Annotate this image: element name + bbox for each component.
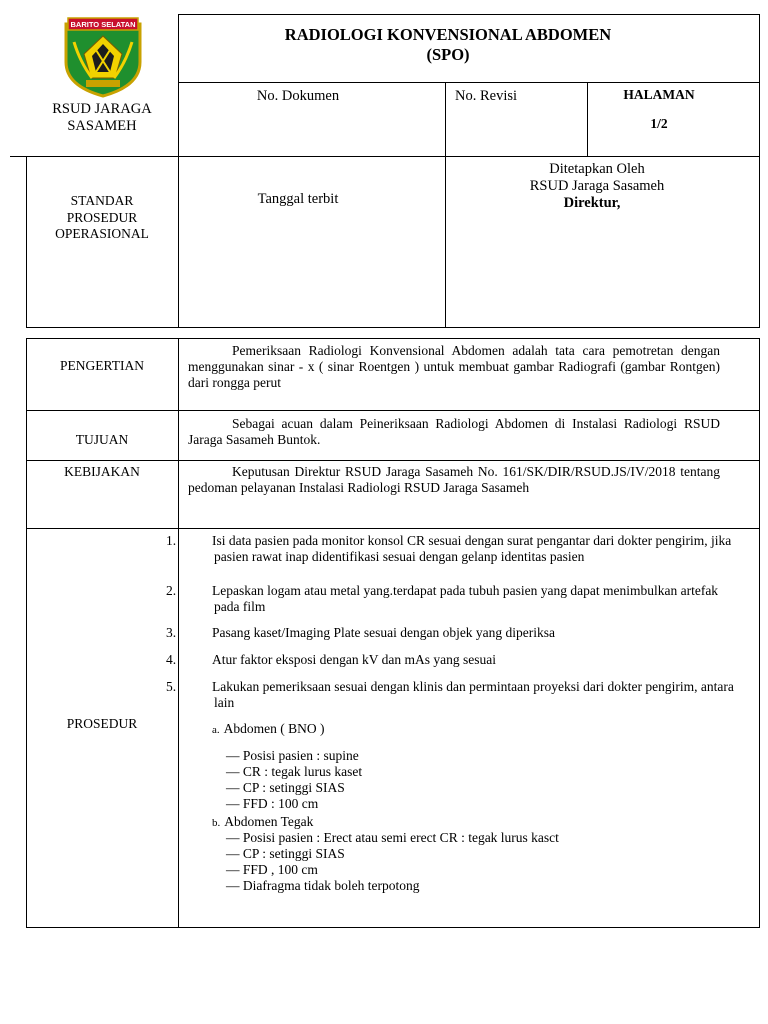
prosedur-item-4 xyxy=(166,652,746,668)
prosedur-item-5 xyxy=(166,679,746,711)
prosedur-item-1-text: Isi data pasien pada monitor konsol CR sesuai dengan surat pengantar dari dokter pengirim, jika pasien rawat inap didentifikasi sesuai dengan gelanp identitas pasien xyxy=(212,533,732,564)
logo-text: BARITO SELATAN xyxy=(70,20,136,29)
kebijakan-label: KEBIJAKAN xyxy=(64,464,140,479)
prosedur-item-3 xyxy=(166,625,746,641)
prosedur-item-1 xyxy=(166,533,746,565)
sub-a-item-4: — FFD : 100 cm xyxy=(226,796,319,811)
spo-line3: OPERASIONAL xyxy=(55,226,149,241)
sub-a-item-3: — CP : setinggi SIAS xyxy=(226,780,345,795)
prosedur-label: PROSEDUR xyxy=(66,716,138,731)
spo-line1: STANDAR xyxy=(70,193,134,208)
sub-b xyxy=(212,814,313,831)
sub-b-title: Abdomen Tegak xyxy=(224,814,314,829)
sub-a-item-2: — CR : tegak lurus kaset xyxy=(226,764,363,779)
sub-b-item-3: — FFD , 100 cm xyxy=(226,862,318,877)
pengertian-text: Pemeriksaan Radiologi Konvensional Abdomen adalah tata cara pemotretan dengan menggunakan sinar - x ( sinar Roentgen ) untuk membuat gambar Radiografi (gambar Rontgen) dari rongga perut xyxy=(188,343,720,390)
halaman-label: HALAMAN xyxy=(623,87,695,102)
header-row2-divider xyxy=(10,156,760,157)
sub-a-title: Abdomen ( BNO ) xyxy=(223,721,325,736)
sub-b-item-1: — Posisi pasien : Erect atau semi erect CR : tegak lurus kasct xyxy=(226,830,559,845)
sub-a xyxy=(212,721,325,738)
halaman-value: 1/2 xyxy=(650,116,668,131)
ditetapkan-block xyxy=(447,161,747,212)
no-revisi-label: No. Revisi xyxy=(455,88,518,104)
sub-a-item-1: — Posisi pasien : supine xyxy=(226,748,359,763)
kebijakan-text: Keputusan Direktur RSUD Jaraga Sasameh No. 161/SK/DIR/RSUD.JS/IV/2018 tentang pedoman pelayanan Instalasi Radiologi RSUD Jaraga Sasameh xyxy=(188,464,720,495)
prosedur-item-3-text: Pasang kaset/Imaging Plate sesuai dengan objek yang diperiksa xyxy=(212,625,556,640)
title-line2: (SPO) xyxy=(426,45,470,64)
ditetapkan-line3: Direktur, xyxy=(563,195,621,211)
header-left-border xyxy=(26,156,27,328)
table2-top-border xyxy=(26,338,760,339)
hospital-name-line1: RSUD JARAGA xyxy=(52,101,152,117)
prosedur-item-4-num: 4. xyxy=(166,652,177,667)
header-row1-divider xyxy=(178,82,760,83)
table2-left-border xyxy=(26,338,27,928)
prosedur-item-3-num: 3. xyxy=(166,625,177,640)
prosedur-item-5-num: 5. xyxy=(166,679,177,694)
sub-b-item-4: — Diafragma tidak boleh terpotong xyxy=(226,878,420,893)
hospital-name-line2: SASAMEH xyxy=(67,118,137,134)
spo-line2: PROSEDUR xyxy=(66,209,138,225)
header-right-border xyxy=(759,14,760,328)
row-divider-1 xyxy=(26,410,760,411)
tujuan-label: TUJUAN xyxy=(75,432,129,447)
prosedur-item-2-num: 2. xyxy=(166,583,177,598)
table2-col-divider xyxy=(178,338,179,928)
title-line1: RADIOLOGI KONVENSIONAL ABDOMEN xyxy=(284,25,612,44)
prosedur-item-2 xyxy=(166,583,746,615)
prosedur-item-5-text: Lakukan pemeriksaan sesuai dengan klinis dan permintaan proyeksi dari dokter pengirim, antara lain xyxy=(212,679,734,710)
row-divider-2 xyxy=(26,460,760,461)
no-dokumen-label: No. Dokumen xyxy=(256,88,340,104)
prosedur-item-4-text: Atur faktor eksposi dengan kV dan mAs yang sesuai xyxy=(212,652,496,667)
ditetapkan-line1: Ditetapkan Oleh xyxy=(549,161,645,177)
pengertian-label: PENGERTIAN xyxy=(60,358,144,373)
sub-b-item-2: — CP : setinggi SIAS xyxy=(226,846,345,861)
document-title xyxy=(180,25,716,65)
header-top-border xyxy=(178,14,760,15)
tanggal-terbit-label: Tanggal terbit xyxy=(257,191,339,207)
hospital-logo xyxy=(60,16,146,98)
header-col3-divider xyxy=(587,82,588,157)
prosedur-item-2-text: Lepaskan logam atau metal yang.terdapat pada tubuh pasien yang dapat menimbulkan artefak pada film xyxy=(212,583,719,614)
row-divider-3 xyxy=(26,528,760,529)
hospital-name xyxy=(28,101,176,135)
ditetapkan-line2: RSUD Jaraga Sasameh xyxy=(529,178,665,194)
prosedur-item-1-num: 1. xyxy=(166,533,177,548)
tujuan-text: Sebagai acuan dalam Peineriksaan Radiologi Abdomen di Instalasi Radiologi RSUD Jaraga Sasameh Buntok. xyxy=(188,416,720,447)
sub-a-label: a. xyxy=(212,724,220,736)
table2-bottom-border xyxy=(26,927,760,928)
sub-b-label: b. xyxy=(212,817,221,829)
table2-right-border xyxy=(759,338,760,928)
header-col1-divider xyxy=(178,14,179,328)
spo-label xyxy=(28,193,176,243)
header-bottom-border xyxy=(26,327,760,328)
